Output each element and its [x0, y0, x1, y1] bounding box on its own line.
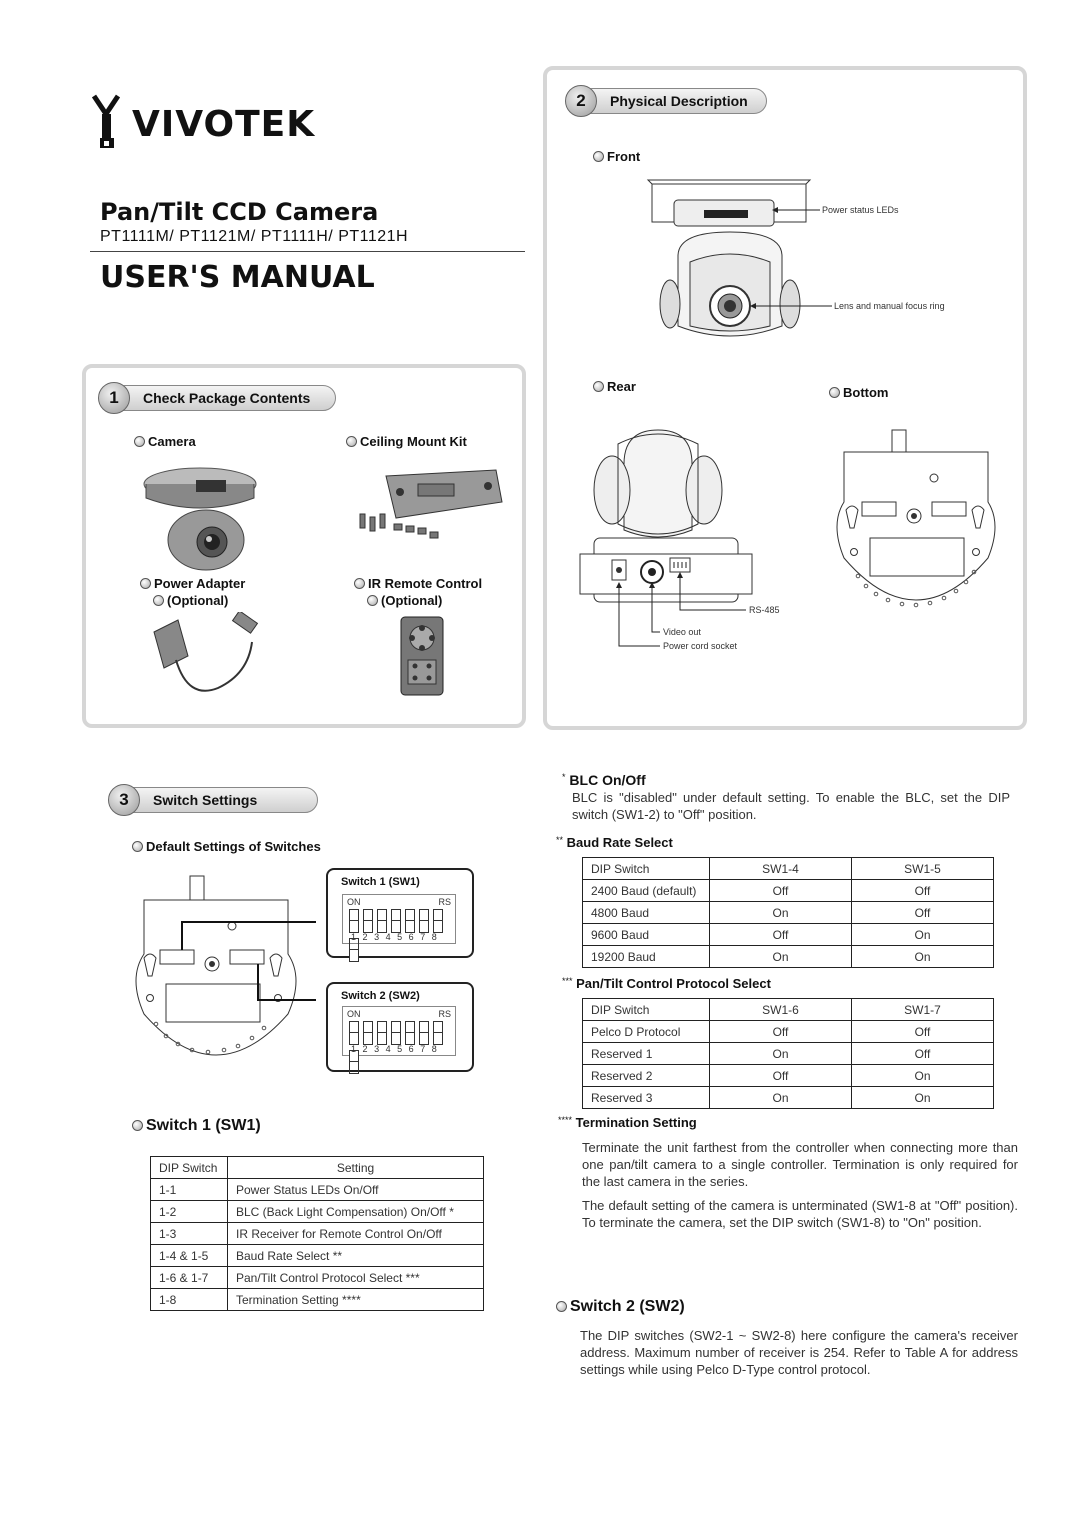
- dip-switch-5: [405, 1021, 415, 1045]
- item-power-adapter-label: Power Adapter: [140, 576, 245, 591]
- table-row: [583, 946, 994, 968]
- dip-switch-1: [349, 1021, 359, 1045]
- cell: On: [852, 1087, 994, 1109]
- table-row: [151, 1223, 484, 1245]
- table-row: [151, 1245, 484, 1267]
- cell: Reserved 3: [583, 1087, 710, 1109]
- blc-title: BLC On/Off: [569, 772, 646, 788]
- switch-numbers: 1 2 3 4 5 6 7 8: [351, 932, 437, 942]
- dip-switch-6: [419, 909, 429, 933]
- termination-text-1: Terminate the unit farthest from the controller when connecting more than one pan/tilt camera to a single controller. Termination is only required for the last camera in the series.: [582, 1140, 1018, 1189]
- dip-switch-7: [433, 1021, 443, 1045]
- camera-bottom-view: [826, 428, 1006, 618]
- column-header: SW1-4: [710, 858, 852, 880]
- section-title: Physical Description: [579, 88, 767, 114]
- cell: Pan/Tilt Control Protocol Select ***: [228, 1267, 484, 1289]
- ir-remote-optional: (Optional): [367, 593, 442, 608]
- section-title: Switch Settings: [122, 787, 318, 813]
- cell: On: [710, 1087, 852, 1109]
- cell: 1-8: [151, 1289, 228, 1311]
- table-row: [583, 902, 994, 924]
- blc-text: BLC is "disabled" under default setting. To enable the BLC, set the DIP switch (SW1-2) to "Off" position.: [572, 790, 1010, 822]
- switch-2-box: [326, 982, 474, 1072]
- brand-logo: VIVOTEK: [132, 104, 316, 145]
- switch-location-diagram: [126, 874, 326, 1074]
- dip-switch-7: [433, 909, 443, 933]
- cell: On: [710, 1043, 852, 1065]
- dip-switch-2: [363, 1021, 373, 1045]
- dip-switch-3: [377, 909, 387, 933]
- cell: Off: [852, 902, 994, 924]
- column-header: DIP Switch: [583, 999, 710, 1021]
- section-number: 3: [108, 784, 140, 816]
- dip-switch-4: [391, 1021, 401, 1045]
- dip-switch-2: [363, 909, 373, 933]
- dip-switch-4: [391, 909, 401, 933]
- cell: On: [852, 946, 994, 968]
- baud-title: Baud Rate Select: [566, 835, 673, 850]
- footnote-mark: **: [556, 835, 564, 845]
- cell: Pelco D Protocol: [583, 1021, 710, 1043]
- rear-label: Rear: [593, 379, 636, 394]
- table-row: [151, 1289, 484, 1311]
- cell: Power Status LEDs On/Off: [228, 1179, 484, 1201]
- cell: 1-2: [151, 1201, 228, 1223]
- rs485-callout: RS-485: [749, 605, 780, 615]
- footnote-mark: ***: [562, 976, 573, 986]
- video-out-callout: Video out: [663, 627, 701, 637]
- cell: Off: [710, 880, 852, 902]
- section-number: 1: [98, 382, 130, 414]
- camera-rear-view: [574, 424, 794, 654]
- switch-2-text: The DIP switches (SW2-1 ~ SW2-8) here configure the camera's receiver address. Maximum number of receiver is 254. Refer to Table A for address settings while using Pelco D-Type control protocol.: [580, 1328, 1018, 1377]
- table-header-row: [583, 999, 994, 1021]
- baud-rate-table: [582, 857, 994, 968]
- switch-2-heading: Switch 2 (SW2): [556, 1298, 685, 1316]
- switch-2-panel: [342, 1006, 456, 1056]
- protocol-table: [582, 998, 994, 1109]
- table-header-row: [583, 858, 994, 880]
- product-title: Pan/Tilt CCD Camera: [100, 198, 379, 226]
- cell: On: [710, 902, 852, 924]
- cell: Off: [710, 1021, 852, 1043]
- termination-title: Termination Setting: [575, 1115, 697, 1130]
- model-numbers: PT1111M/ PT1121M/ PT1111H/ PT1121H: [100, 228, 409, 245]
- cell: Termination Setting ****: [228, 1289, 484, 1311]
- table-header-row: [151, 1157, 484, 1179]
- column-header: SW1-7: [852, 999, 994, 1021]
- cell: Reserved 2: [583, 1065, 710, 1087]
- cell: Reserved 1: [583, 1043, 710, 1065]
- rs-label: RS: [438, 897, 451, 907]
- item-camera-label: Camera: [134, 434, 196, 449]
- on-label: ON: [347, 897, 361, 907]
- section-number: 2: [565, 85, 597, 117]
- camera-front-view: [640, 176, 960, 346]
- power-status-leds-callout: Power status LEDs: [822, 205, 899, 215]
- cell: 1-6 & 1-7: [151, 1267, 228, 1289]
- table-row: [583, 1021, 994, 1043]
- cell: Off: [710, 924, 852, 946]
- cell: 1-4 & 1-5: [151, 1245, 228, 1267]
- column-header: DIP Switch: [151, 1157, 228, 1179]
- lens-callout: Lens and manual focus ring: [834, 301, 945, 311]
- cell: 9600 Baud: [583, 924, 710, 946]
- power-adapter-image: [148, 612, 268, 702]
- cell: BLC (Back Light Compensation) On/Off *: [228, 1201, 484, 1223]
- section-3-header: [108, 784, 328, 816]
- table-row: [583, 1043, 994, 1065]
- cell: On: [852, 924, 994, 946]
- table-row: [583, 1065, 994, 1087]
- dip-switch-5: [405, 909, 415, 933]
- table-row: [583, 880, 994, 902]
- cell: 4800 Baud: [583, 902, 710, 924]
- table-row: [583, 1087, 994, 1109]
- front-label: Front: [593, 149, 640, 164]
- item-ceiling-kit-label: Ceiling Mount Kit: [346, 434, 467, 449]
- ir-remote-image: [400, 616, 444, 696]
- switch-1-box: [326, 868, 474, 958]
- switch-numbers: 1 2 3 4 5 6 7 8: [351, 1044, 437, 1054]
- cell: Off: [852, 880, 994, 902]
- baud-heading: [556, 835, 673, 850]
- cell: On: [852, 1065, 994, 1087]
- cell: Baud Rate Select **: [228, 1245, 484, 1267]
- switch-1-table: [150, 1156, 484, 1311]
- on-label: ON: [347, 1009, 361, 1019]
- dip-switch-1: [349, 909, 359, 933]
- footnote-mark: *: [562, 772, 566, 782]
- cell: Off: [710, 1065, 852, 1087]
- column-header: DIP Switch: [583, 858, 710, 880]
- power-adapter-optional: (Optional): [153, 593, 228, 608]
- power-cord-callout: Power cord socket: [663, 641, 738, 651]
- table-row: [151, 1201, 484, 1223]
- rs-label: RS: [438, 1009, 451, 1019]
- camera-image: [140, 462, 260, 572]
- table-row: [583, 924, 994, 946]
- cell: 1-1: [151, 1179, 228, 1201]
- default-settings-label: Default Settings of Switches: [132, 839, 321, 854]
- header-divider: [90, 251, 525, 252]
- dip-switch-6: [419, 1021, 429, 1045]
- table-row: [151, 1179, 484, 1201]
- protocol-heading: [562, 976, 771, 991]
- termination-heading: [558, 1115, 697, 1130]
- footnote-mark: ****: [558, 1115, 573, 1125]
- cell: Off: [852, 1043, 994, 1065]
- column-header: Setting: [228, 1157, 484, 1179]
- termination-text-2: The default setting of the camera is unterminated (SW1-8 at "Off" position). To terminate the camera, set the DIP switch (SW1-8) to "On" position.: [582, 1198, 1018, 1230]
- cell: 1-3: [151, 1223, 228, 1245]
- column-header: SW1-6: [710, 999, 852, 1021]
- protocol-title: Pan/Tilt Control Protocol Select: [576, 976, 771, 991]
- switch-1-title: Switch 1 (SW1): [341, 876, 420, 888]
- cell: 19200 Baud: [583, 946, 710, 968]
- vivotek-logo-mark: [88, 92, 128, 152]
- bottom-label: Bottom: [829, 385, 889, 400]
- switch-1-panel: [342, 894, 456, 944]
- table-row: [151, 1267, 484, 1289]
- cell: Off: [852, 1021, 994, 1043]
- switch-1-heading: Switch 1 (SW1): [132, 1117, 261, 1135]
- cell: IR Receiver for Remote Control On/Off: [228, 1223, 484, 1245]
- blc-heading: [562, 772, 646, 788]
- section-title: Check Package Contents: [112, 385, 336, 411]
- cell: On: [710, 946, 852, 968]
- switch-2-title: Switch 2 (SW2): [341, 990, 420, 1002]
- column-header: SW1-5: [852, 858, 994, 880]
- manual-title: USER'S MANUAL: [100, 260, 375, 295]
- cell: 2400 Baud (default): [583, 880, 710, 902]
- item-ir-remote-label: IR Remote Control: [354, 576, 482, 591]
- section-2-header: [565, 85, 785, 117]
- ceiling-mount-kit-image: [356, 462, 506, 552]
- dip-switch-3: [377, 1021, 387, 1045]
- section-1-header: [98, 382, 358, 414]
